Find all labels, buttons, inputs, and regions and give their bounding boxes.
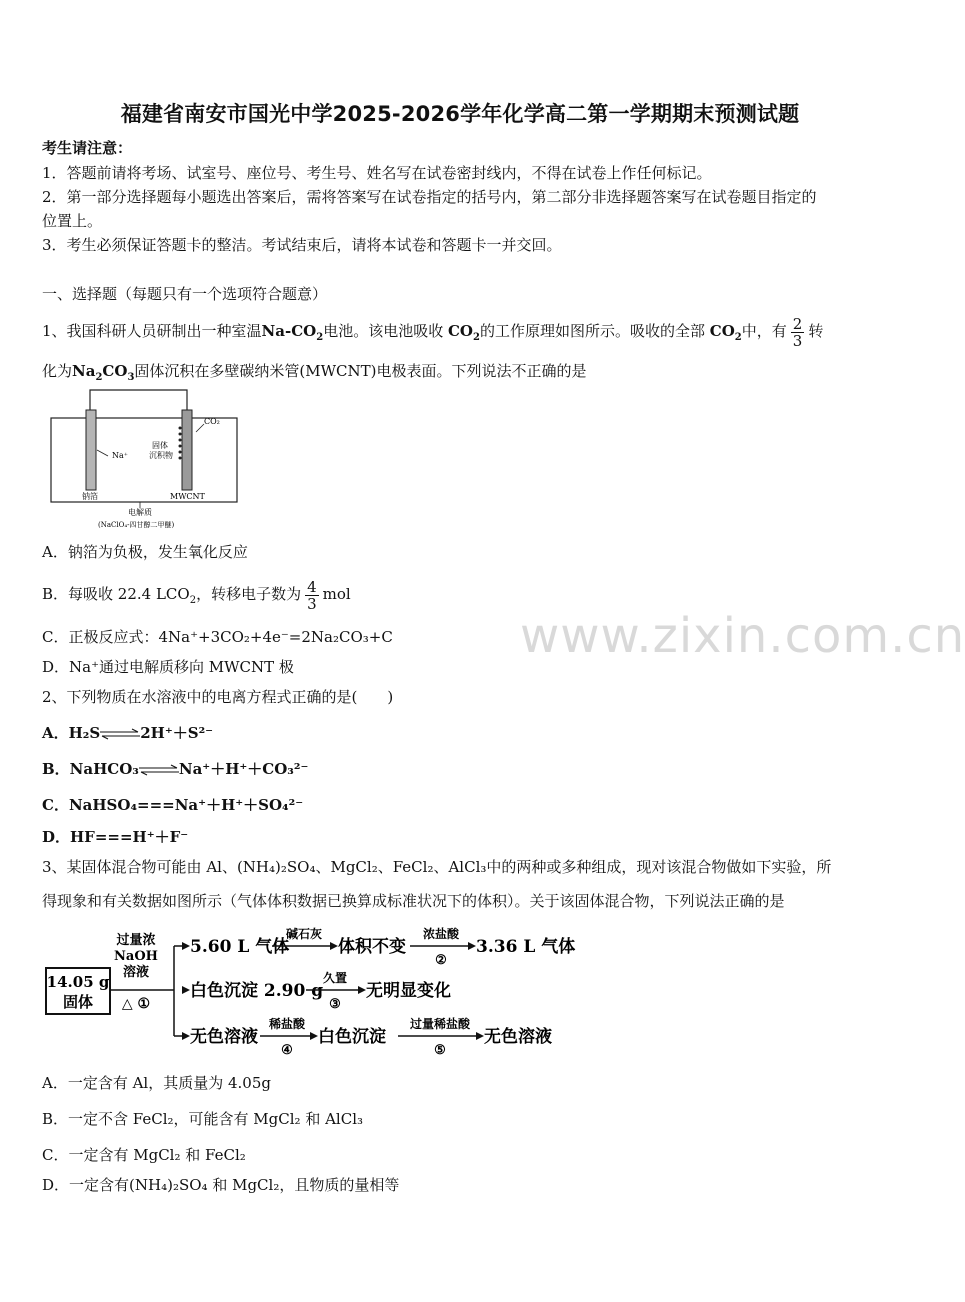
q3-stem-line1: 3、某固体混合物可能由 Al、(NH₄)₂SO₄、MgCl₂、FeCl₂、AlCl₃中的两种或多种组成，现对该混合物做如下实验，所: [42, 858, 832, 876]
gas-remaining: 3.36 L 气体: [476, 937, 576, 957]
electrolyte-detail-label: (NaClO₄-四甘醇二甲醚): [98, 521, 175, 529]
q3-option-c: C．一定含有 MgCl₂ 和 FeCl₂: [42, 1146, 246, 1164]
white-precipitate: 白色沉淀 2.90 g: [190, 981, 324, 1001]
na-ion-label: Na⁺: [112, 451, 128, 460]
q3-option-d: D．一定含有(NH₄)₂SO₄ 和 MgCl₂，且物质的量相等: [42, 1176, 400, 1194]
q1-option-b: B．每吸收 22.4 $LCO_2$，转移电子数为 $\frac{4}{3}$ mol: [42, 577, 351, 613]
left-electrode-label: 钠箔: [82, 492, 98, 501]
right-electrode-label: MWCNT: [170, 492, 205, 501]
q2-option-b: B．NaHCO₃ Na⁺＋H⁺＋CO₃²⁻: [42, 758, 308, 781]
white-precipitate-2: 白色沉淀: [318, 1027, 386, 1047]
fraction-two-thirds: $\frac{2}{3}$: [792, 314, 803, 350]
step-5: ⑤: [434, 1043, 446, 1058]
reversible-arrow-icon: [139, 759, 179, 781]
reagent-naoh-line2: NaOH: [114, 949, 158, 964]
no-change: 无明显变化: [366, 981, 451, 1001]
colorless-solution-final: 无色溶液: [484, 1027, 552, 1047]
solid-label: 固体: [152, 441, 168, 450]
q1-stem-line2: 化为$Na_2CO_3$固体沉积在多壁碳纳米管(MWCNT)电极表面。下列说法不正确的是: [42, 362, 587, 383]
deposit-label: 沉积物: [149, 451, 173, 460]
notice-item: 1．答题前请将考场、试室号、座位号、考生号、姓名写在试卷密封线内，不得在试卷上作任何标记。: [42, 164, 712, 182]
notice-item: 位置上。: [42, 212, 103, 230]
electrolyte-label: 电解质: [128, 508, 152, 517]
reagent-dilute-hcl: 稀盐酸: [268, 1017, 306, 1031]
experiment-flowchart: [42, 924, 576, 1064]
step-4: ④: [281, 1043, 293, 1058]
q2-option-d: D．HF===H⁺＋F⁻: [42, 828, 189, 846]
reagent-conc-hcl: 浓盐酸: [422, 927, 460, 941]
reagent-soda-lime: 碱石灰: [285, 927, 323, 941]
step-3: ③: [329, 997, 341, 1012]
volume-unchanged: 体积不变: [338, 937, 406, 957]
q2-option-c: C．NaHSO₄===Na⁺＋H⁺＋SO₄²⁻: [42, 796, 304, 814]
start-solid: 固体: [62, 993, 94, 1011]
notice-item: 3．考生必须保证答题卡的整洁。考试结束后，请将本试卷和答题卡一并交回。: [42, 236, 562, 254]
page-title: 福建省南安市国光中学2025-2026学年化学高二第一学期期末预测试题: [120, 102, 800, 126]
reagent-naoh-line1: 过量浓: [116, 933, 156, 948]
section-heading: 一、选择题（每题只有一个选项符合题意）: [42, 285, 328, 303]
watermark: www.zixin.com.cn: [520, 608, 965, 664]
q1-stem-line1: 1、我国科研人员研制出一种室温$Na-CO_2$电池。该电池吸收 $CO_2$的工作原理如图所示。吸收的全部 $CO_2$中，有 $\frac{2}{3}$ 转: [42, 314, 824, 350]
step-2: ②: [435, 953, 447, 968]
q1-option-a: A．钠箔为负极，发生氧化反应: [42, 543, 248, 561]
reversible-arrow-icon: [100, 723, 140, 745]
q2-option-a: A．H₂S 2H⁺＋S²⁻: [42, 722, 213, 745]
q1-option-d: D．Na⁺通过电解质移向 MWCNT 极: [42, 658, 294, 676]
q1-option-c: C．正极反应式：4Na⁺+3CO₂+4e⁻=2Na₂CO₃+C: [42, 628, 393, 646]
heat-step-1: △ ①: [121, 996, 151, 1012]
co2-label: CO₂: [204, 417, 220, 426]
q3-option-b: B．一定不含 FeCl₂，可能含有 MgCl₂ 和 AlCl₃: [42, 1110, 364, 1128]
q3-stem-line2: 得现象和有关数据如图所示（气体体积数据已换算成标准状况下的体积）。关于该固体混合物，下列说法正确的是: [42, 892, 785, 910]
colorless-solution: 无色溶液: [190, 1027, 258, 1047]
q3-option-a: A．一定含有 Al，其质量为 4.05g: [42, 1074, 272, 1092]
reagent-naoh-line3: 溶液: [122, 965, 150, 980]
fraction-four-thirds: $\frac{4}{3}$: [307, 577, 317, 613]
q2-stem: 2、下列物质在水溶液中的电离方程式正确的是( ): [42, 688, 394, 706]
notice-item: 2．第一部分选择题每小题选出答案后，需将答案写在试卷指定的括号内，第二部分非选择题答案写在试卷题目指定的: [42, 188, 817, 206]
reagent-excess-dilute-hcl: 过量稀盐酸: [409, 1017, 471, 1031]
gas-product: 5.60 L 气体: [190, 937, 290, 957]
start-mass: 14.05 g: [46, 973, 110, 991]
battery-diagram: [48, 384, 248, 532]
reagent-standing: 久置: [322, 971, 348, 985]
notice-heading: 考生请注意：: [42, 139, 133, 157]
